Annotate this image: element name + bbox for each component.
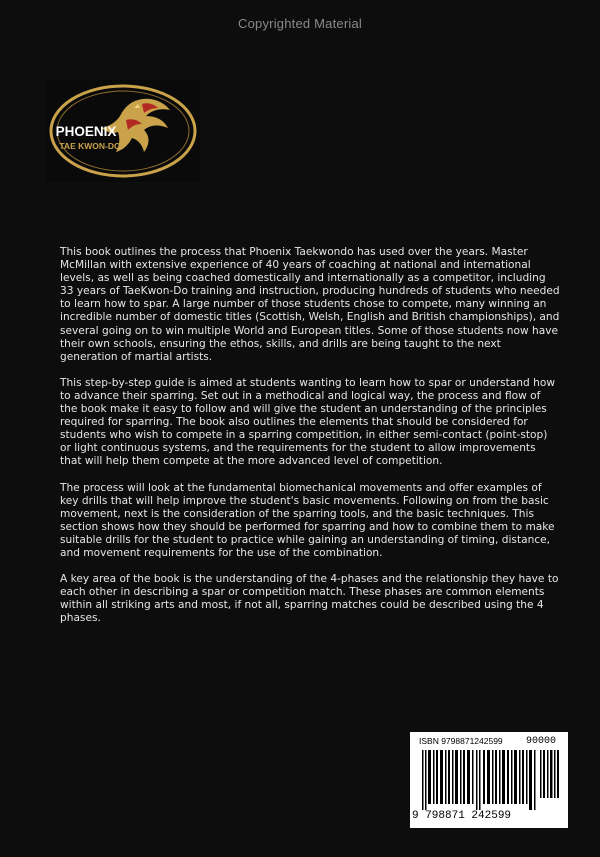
price-code: 90000 xyxy=(526,736,557,747)
logo-name: PHOENIX xyxy=(55,124,117,139)
phoenix-logo xyxy=(46,80,200,182)
barcode-digits: 9 798871 242599 xyxy=(412,810,512,822)
isbn-label: ISBN 9798871242599 xyxy=(419,736,503,746)
watermark: Copyrighted Material xyxy=(238,16,362,31)
blurb-paragraph: The process will look at the fundamental biomechanical movements and offer examples of key drills that will help improve the student's basic movements. Following on from the basic movement, next is the consideration of the sparring tools, and the basic techniques. This section shows how they should be performed for sparring and how to combine them to make suitable drills for the student to practice while gaining an understanding of timing, distance, and movement requirements for the use of the combination. xyxy=(60,481,555,559)
blurb-paragraph: This step-by-step guide is aimed at students wanting to learn how to spar or understand how to advance their sparring. Set out in a methodical and logical way, the process and flow of the book make it easy to follow and will give the student an understanding of the principles required for sparring. The book also outlines the elements that should be considered for students who wish to compete in a sparring competition, in either semi-contact (point-stop) or light continuous systems, and the requirements for the student to allow improvements that will help them compete at the more advanced level of competition. xyxy=(60,376,555,468)
phoenix-emblem xyxy=(46,80,200,182)
back-cover-blurb xyxy=(60,246,560,638)
blurb-paragraph: This book outlines the process that Phoenix Taekwondo has used over the years. Master McMillan with extensive experience of 40 years of coaching at national and international levels, as well as being coached domestically and internationally as a competitor, including 33 years of TaeKwon-Do training and instruction, producing hundreds of students who needed to learn how to spar. A large number of those students chose to compete, many winning an incredible number of domestic titles (Scottish, Welsh, English and British championships), and several going on to win multiple World and European titles. Some of those students now have their own schools, ensuring the ethos, skills, and drills are being taught to the next generation of martial artists. xyxy=(60,246,560,363)
logo-subtitle: TAE KWON-DO xyxy=(59,141,121,151)
blurb-paragraph: A key area of the book is the understanding of the 4-phases and the relationship they have to each other in describing a spar or competition match. These phases are common elements within all striking arts and most, if not all, sparring matches could be described using the 4 phases. xyxy=(60,573,559,625)
barcode-bars xyxy=(416,750,562,810)
isbn-barcode xyxy=(410,732,568,828)
